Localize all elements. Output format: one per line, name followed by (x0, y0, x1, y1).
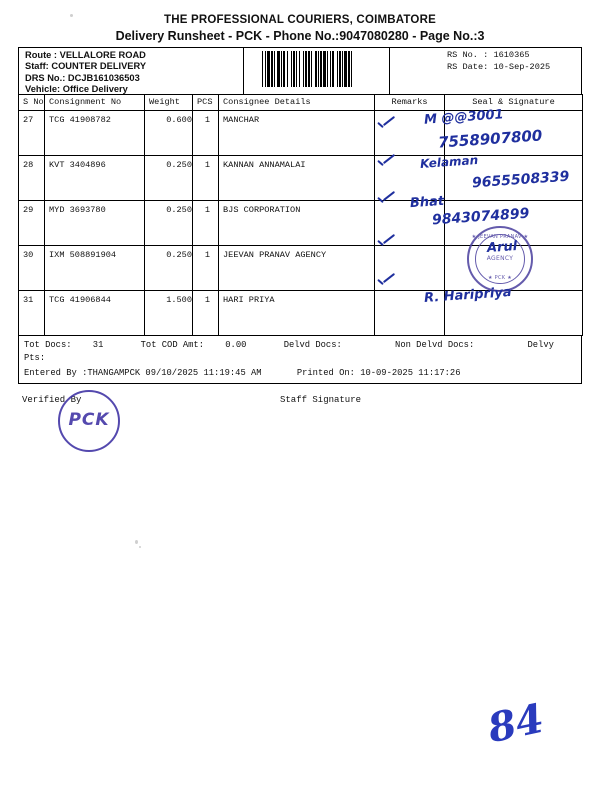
cell-pcs: 1 (193, 156, 219, 201)
rs-date-value: 10-Sep-2025 (493, 61, 551, 72)
cell-sno: 29 (19, 201, 45, 246)
tick-mark-row-27 (376, 120, 396, 132)
tick-mark-row-29 (376, 195, 396, 207)
paper-speck (70, 14, 73, 17)
table-header-row (19, 95, 583, 111)
table-row (19, 291, 583, 336)
meta-right-column (447, 50, 575, 73)
page-subtitle: Delivery Runsheet - PCK - Phone No.:9047080280 - Page No.:3 (115, 29, 485, 43)
tick-mark-row-30 (376, 238, 396, 250)
cell-consignment: TCG 41908782 (45, 111, 145, 156)
cell-consignee: KANNAN ANNAMALAI (219, 156, 375, 201)
drs-label: DRS No.: (25, 72, 66, 83)
cell-weight: 0.600 (145, 111, 193, 156)
handwriting-row-31-name: R. Haripriya (423, 284, 513, 307)
table-row (19, 156, 583, 201)
vehicle-label: Vehicle: (25, 84, 61, 95)
agency-round-stamp: ★ JEEVAN PRANAV ★ AGENCY ★ PCK ★ (467, 226, 533, 292)
handwriting-row-27-phone: 7558907800 (437, 126, 543, 152)
th-seal-signature: Seal & Signature (445, 95, 583, 111)
staff-value: COUNTER DELIVERY (51, 61, 147, 72)
rs-date-label: RS Date: (447, 61, 489, 72)
paper-speck (139, 546, 141, 548)
handwriting-row-29-name: Bhat (409, 193, 445, 212)
cell-sno: 30 (19, 246, 45, 291)
th-sno: S No (19, 95, 45, 111)
cell-consignee: JEEVAN PRANAV AGENCY (219, 246, 375, 291)
cell-pcs: 1 (193, 246, 219, 291)
verified-by-label: Verified By (22, 395, 82, 405)
cell-weight: 0.250 (145, 201, 193, 246)
entered-by: Entered By :THANGAMPCK 09/10/2025 11:19:45 AM (24, 368, 262, 378)
meta-left-column (25, 50, 146, 96)
drs-value: DCJB161036503 (67, 72, 140, 83)
cell-signature (445, 291, 583, 336)
tick-mark-row-28 (376, 158, 396, 170)
pck-stamp-label: PCK (68, 410, 110, 430)
cell-signature (445, 111, 583, 156)
th-consignee: Consignee Details (219, 95, 375, 111)
cell-consignment: TCG 41906844 (45, 291, 145, 336)
cell-sno: 28 (19, 156, 45, 201)
cell-sno: 27 (19, 111, 45, 156)
tot-cod-value: 0.00 (225, 340, 247, 350)
delvd-docs-label: Delvd Docs: (283, 340, 342, 350)
handwriting-bottom-number: 84 (483, 694, 548, 753)
delvy-pts-label: Delvy Pts: (24, 340, 554, 363)
staff-label: Staff: (25, 61, 49, 72)
pck-stamp (58, 390, 120, 452)
rs-no-value: 1610365 (493, 50, 530, 60)
cell-sno: 31 (19, 291, 45, 336)
tick-mark-row-31 (376, 277, 396, 289)
non-delvd-docs-label: Non Delvd Docs: (395, 340, 475, 350)
cell-consignment: IXM 508891904 (45, 246, 145, 291)
paper-speck (135, 540, 138, 544)
handwriting-row-29-phone: 9843074899 (431, 205, 530, 229)
cell-remarks (375, 291, 445, 336)
th-pcs: PCS (193, 95, 219, 111)
cell-consignee: BJS CORPORATION (219, 201, 375, 246)
cell-pcs: 1 (193, 291, 219, 336)
barcode (262, 51, 384, 87)
th-remarks: Remarks (375, 95, 445, 111)
cell-remarks (375, 111, 445, 156)
cell-pcs: 1 (193, 201, 219, 246)
cell-pcs: 1 (193, 111, 219, 156)
cell-weight: 0.250 (145, 156, 193, 201)
cell-weight: 0.250 (145, 246, 193, 291)
cell-consignee: MANCHAR (219, 111, 375, 156)
cell-consignment: KVT 3404896 (45, 156, 145, 201)
route-label: Route : (25, 50, 58, 60)
company-title: THE PROFESSIONAL COURIERS, COIMBATORE (164, 14, 436, 26)
tot-cod-label: Tot COD Amt: (140, 340, 204, 350)
cell-consignment: MYD 3693780 (45, 201, 145, 246)
printed-on: Printed On: 10-09-2025 11:17:26 (296, 368, 461, 378)
meta-block (18, 47, 582, 94)
cell-weight: 1.500 (145, 291, 193, 336)
handwriting-row-28-name: Kelaman (419, 152, 479, 172)
tot-docs-label: Tot Docs: (24, 340, 72, 350)
handwriting-row-30-signature: Arul (486, 238, 518, 257)
staff-signature-label: Staff Signature (280, 395, 362, 405)
cell-signature (445, 156, 583, 201)
route-value: VELLALORE ROAD (59, 50, 146, 60)
consignment-table (18, 94, 583, 336)
tot-docs-value: 31 (92, 340, 104, 350)
cell-consignee: HARI PRIYA (219, 291, 375, 336)
handwriting-row-27-name: M @@3001 (423, 107, 505, 128)
handwriting-row-28-phone: 9655508339 (471, 168, 570, 192)
th-consignment: Consignment No (45, 95, 145, 111)
runsheet (18, 10, 582, 411)
rs-no-label: RS No. : (447, 50, 489, 60)
th-weight: Weight (145, 95, 193, 111)
vehicle-value: Office Delivery (62, 84, 128, 95)
table-row (19, 111, 583, 156)
totals-footer (18, 336, 582, 384)
